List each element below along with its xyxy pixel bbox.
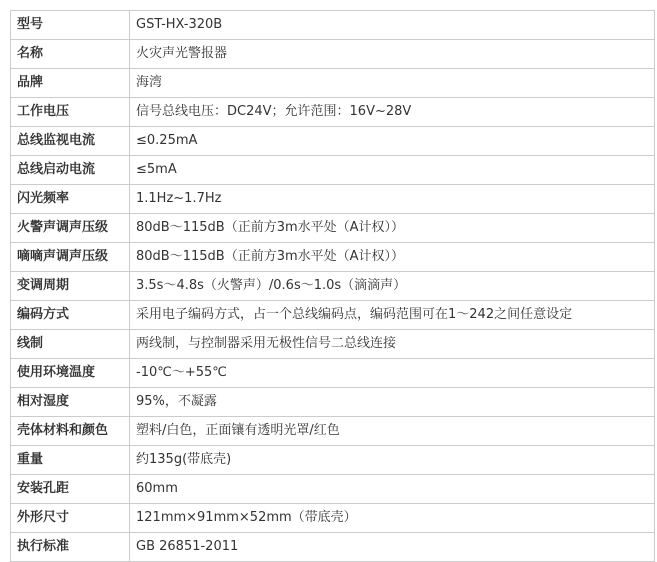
table-row xyxy=(11,69,655,98)
table-row xyxy=(11,504,655,533)
table-row xyxy=(11,156,655,185)
row-value: 121mm×91mm×52mm（带底壳） xyxy=(130,504,655,533)
row-label: 变调周期 xyxy=(11,272,130,301)
table-row xyxy=(11,214,655,243)
row-value: GB 26851-2011 xyxy=(130,533,655,562)
row-label: 闪光频率 xyxy=(11,185,130,214)
row-label: 名称 xyxy=(11,40,130,69)
row-label: 嘀嘀声调声压级 xyxy=(11,243,130,272)
specification-table xyxy=(10,10,655,562)
table-row xyxy=(11,98,655,127)
row-value: 约135g(带底壳) xyxy=(130,446,655,475)
table-row xyxy=(11,11,655,40)
row-value: 海湾 xyxy=(130,69,655,98)
row-value: 两线制，与控制器采用无极性信号二总线连接 xyxy=(130,330,655,359)
row-value: 火灾声光警报器 xyxy=(130,40,655,69)
row-value: ≤5mA xyxy=(130,156,655,185)
row-label: 壳体材料和颜色 xyxy=(11,417,130,446)
row-value: 3.5s～4.8s（火警声）/0.6s～1.0s（滴滴声） xyxy=(130,272,655,301)
row-label: 执行标准 xyxy=(11,533,130,562)
row-value: 80dB～115dB（正前方3m水平处（A计权）） xyxy=(130,243,655,272)
table-row xyxy=(11,388,655,417)
row-label: 编码方式 xyxy=(11,301,130,330)
row-value: 采用电子编码方式，占一个总线编码点，编码范围可在1～242之间任意设定 xyxy=(130,301,655,330)
row-label: 总线监视电流 xyxy=(11,127,130,156)
row-label: 线制 xyxy=(11,330,130,359)
row-label: 重量 xyxy=(11,446,130,475)
row-value: 95%，不凝露 xyxy=(130,388,655,417)
table-row xyxy=(11,446,655,475)
table-row xyxy=(11,359,655,388)
row-value: 1.1Hz~1.7Hz xyxy=(130,185,655,214)
row-label: 火警声调声压级 xyxy=(11,214,130,243)
row-value: 80dB～115dB（正前方3m水平处（A计权）） xyxy=(130,214,655,243)
row-label: 安装孔距 xyxy=(11,475,130,504)
row-label: 型号 xyxy=(11,11,130,40)
row-value: 塑料/白色，正面镶有透明光罩/红色 xyxy=(130,417,655,446)
table-row xyxy=(11,417,655,446)
row-value: 信号总线电压：DC24V；允许范围：16V~28V xyxy=(130,98,655,127)
row-value: ≤0.25mA xyxy=(130,127,655,156)
row-label: 总线启动电流 xyxy=(11,156,130,185)
row-label: 相对湿度 xyxy=(11,388,130,417)
table-row xyxy=(11,185,655,214)
table-row xyxy=(11,243,655,272)
row-label: 工作电压 xyxy=(11,98,130,127)
row-label: 外形尺寸 xyxy=(11,504,130,533)
row-label: 使用环境温度 xyxy=(11,359,130,388)
table-row xyxy=(11,533,655,562)
table-row xyxy=(11,40,655,69)
row-value: 60mm xyxy=(130,475,655,504)
table-row xyxy=(11,475,655,504)
row-value: GST-HX-320B xyxy=(130,11,655,40)
table-row xyxy=(11,272,655,301)
row-label: 品牌 xyxy=(11,69,130,98)
table-row xyxy=(11,301,655,330)
row-value: -10℃～+55℃ xyxy=(130,359,655,388)
table-row xyxy=(11,127,655,156)
table-row xyxy=(11,330,655,359)
specification-table-body xyxy=(11,11,655,562)
